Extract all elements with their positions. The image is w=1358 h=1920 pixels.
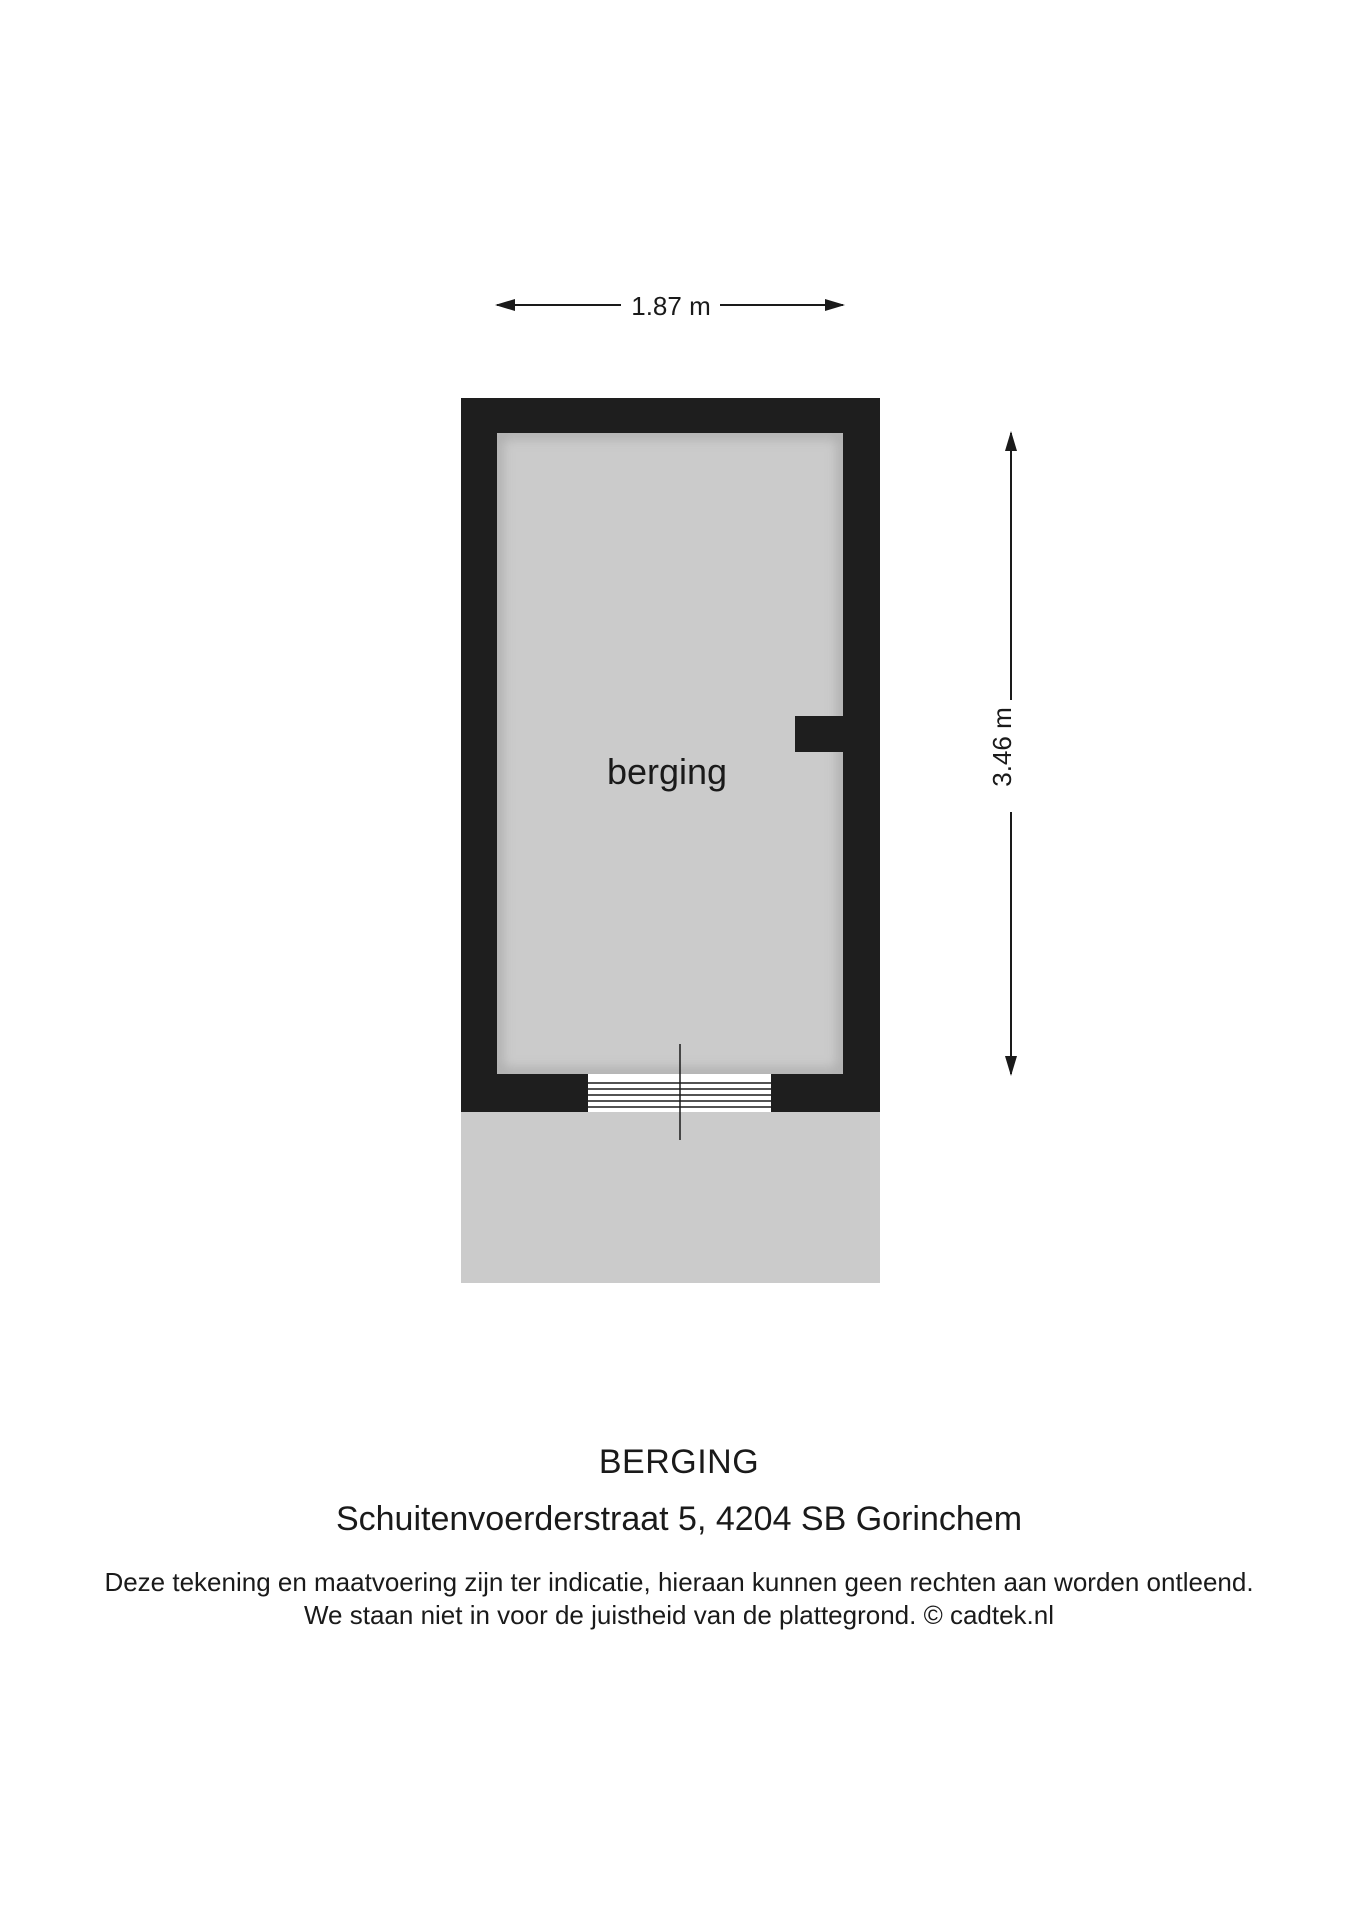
- height-dimension: [987, 433, 1017, 1074]
- width-label: 1.87 m: [631, 291, 711, 321]
- plan-title: BERGING: [598, 1443, 760, 1481]
- room-label: berging: [606, 751, 728, 792]
- wall-niche: [795, 716, 845, 752]
- disclaimer-line-1: Deze tekening en maatvoering zijn ter indicatie, hieraan kunnen geen rechten aan worden ontleend.: [104, 1567, 1254, 1597]
- plan-address: Schuitenvoerderstraat 5, 4204 SB Gorinchem: [335, 1500, 1023, 1538]
- height-label: 3.46 m: [987, 707, 1017, 787]
- wall-top: [461, 398, 880, 433]
- wall-bottom-left: [461, 1074, 588, 1112]
- width-dimension: [497, 291, 843, 321]
- disclaimer-line-2: We staan niet in voor de juistheid van de plattegrond. © cadtek.nl: [303, 1600, 1055, 1630]
- wall-right: [843, 398, 880, 1112]
- wall-bottom-right: [771, 1074, 880, 1112]
- wall-left: [461, 398, 497, 1112]
- outside-area: [461, 1112, 880, 1283]
